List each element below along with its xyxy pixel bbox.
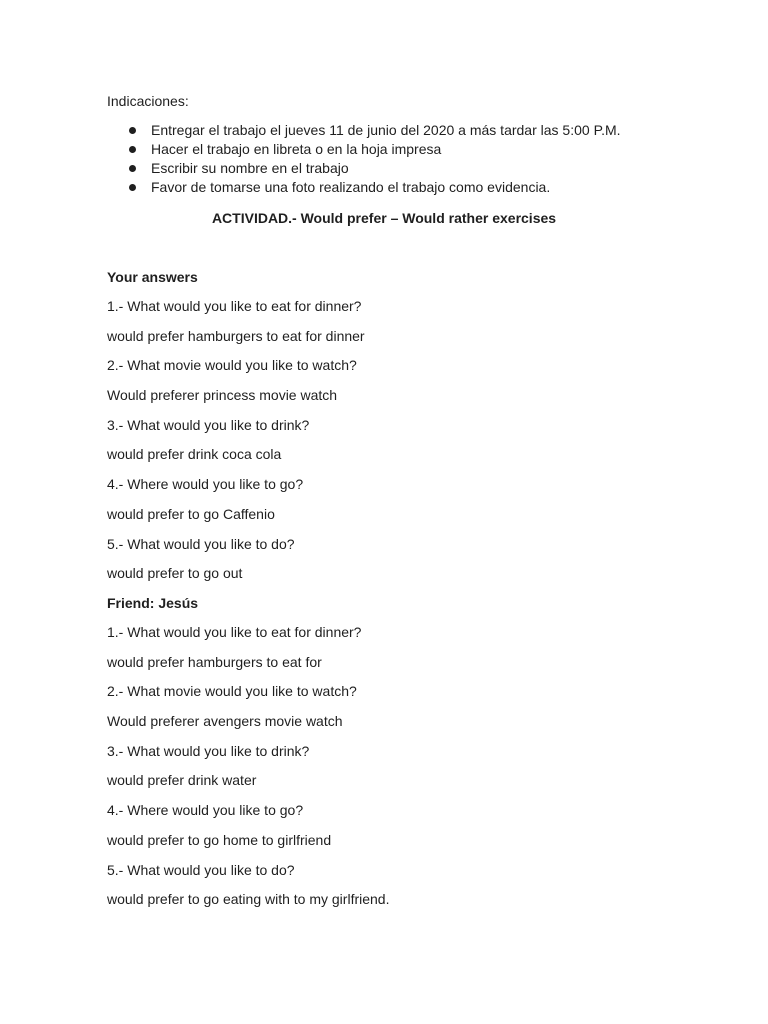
answer-line: would prefer hamburgers to eat for dinner [107, 327, 365, 344]
instruction-text: Escribir su nombre en el trabajo [151, 160, 349, 176]
list-item [129, 121, 621, 140]
answer-line: would prefer to go eating with to my girlfriend. [107, 891, 390, 908]
section-heading: Friend: Jesús [107, 595, 199, 611]
question-line: 3.- What would you like to drink? [107, 416, 310, 433]
answer-line: would prefer to go home to girlfriend [107, 831, 332, 848]
question-line: 5.- What would you like to do? [107, 535, 295, 552]
bullet-icon [129, 146, 136, 153]
question-line: 5.- What would you like to do? [107, 861, 295, 878]
question-line: 3.- What would you like to drink? [107, 742, 310, 759]
instructions-list [129, 121, 621, 197]
answer-line: would prefer to go out [107, 565, 243, 582]
bullet-icon [129, 184, 136, 191]
question-line: 4.- Where would you like to go? [107, 476, 304, 493]
answer-line: Would preferer princess movie watch [107, 387, 338, 404]
question-line: 2.- What movie would you like to watch? [107, 357, 357, 374]
question-line: 1.- What would you like to eat for dinner? [107, 624, 362, 640]
list-item [129, 140, 621, 159]
answer-line: Would preferer avengers movie watch [107, 713, 343, 730]
instruction-text: Favor de tomarse una foto realizando el trabajo como evidencia. [151, 179, 551, 195]
bullet-icon [129, 165, 136, 172]
instruction-text: Hacer el trabajo en libreta o en la hoja impresa [151, 141, 442, 157]
instructions-heading: Indicaciones: [107, 93, 189, 109]
question-line: 1.- What would you like to eat for dinner? [107, 298, 362, 314]
answer-line: would prefer hamburgers to eat for [107, 653, 322, 670]
answer-line: would prefer to go Caffenio [107, 505, 275, 522]
instruction-text: Entregar el trabajo el jueves 11 de junio del 2020 a más tardar las 5:00 P.M. [151, 122, 621, 138]
list-item [129, 178, 621, 197]
section-heading: Your answers [107, 269, 198, 285]
bullet-icon [129, 127, 136, 134]
your-answers-section [107, 268, 365, 594]
question-line: 4.- Where would you like to go? [107, 802, 304, 819]
answer-line: would prefer drink water [107, 772, 257, 789]
list-item [129, 159, 621, 178]
friend-section [107, 594, 389, 920]
answer-line: would prefer drink coca cola [107, 446, 282, 463]
question-line: 2.- What movie would you like to watch? [107, 683, 357, 700]
activity-title: ACTIVIDAD.- Would prefer – Would rather exercises [211, 210, 557, 226]
